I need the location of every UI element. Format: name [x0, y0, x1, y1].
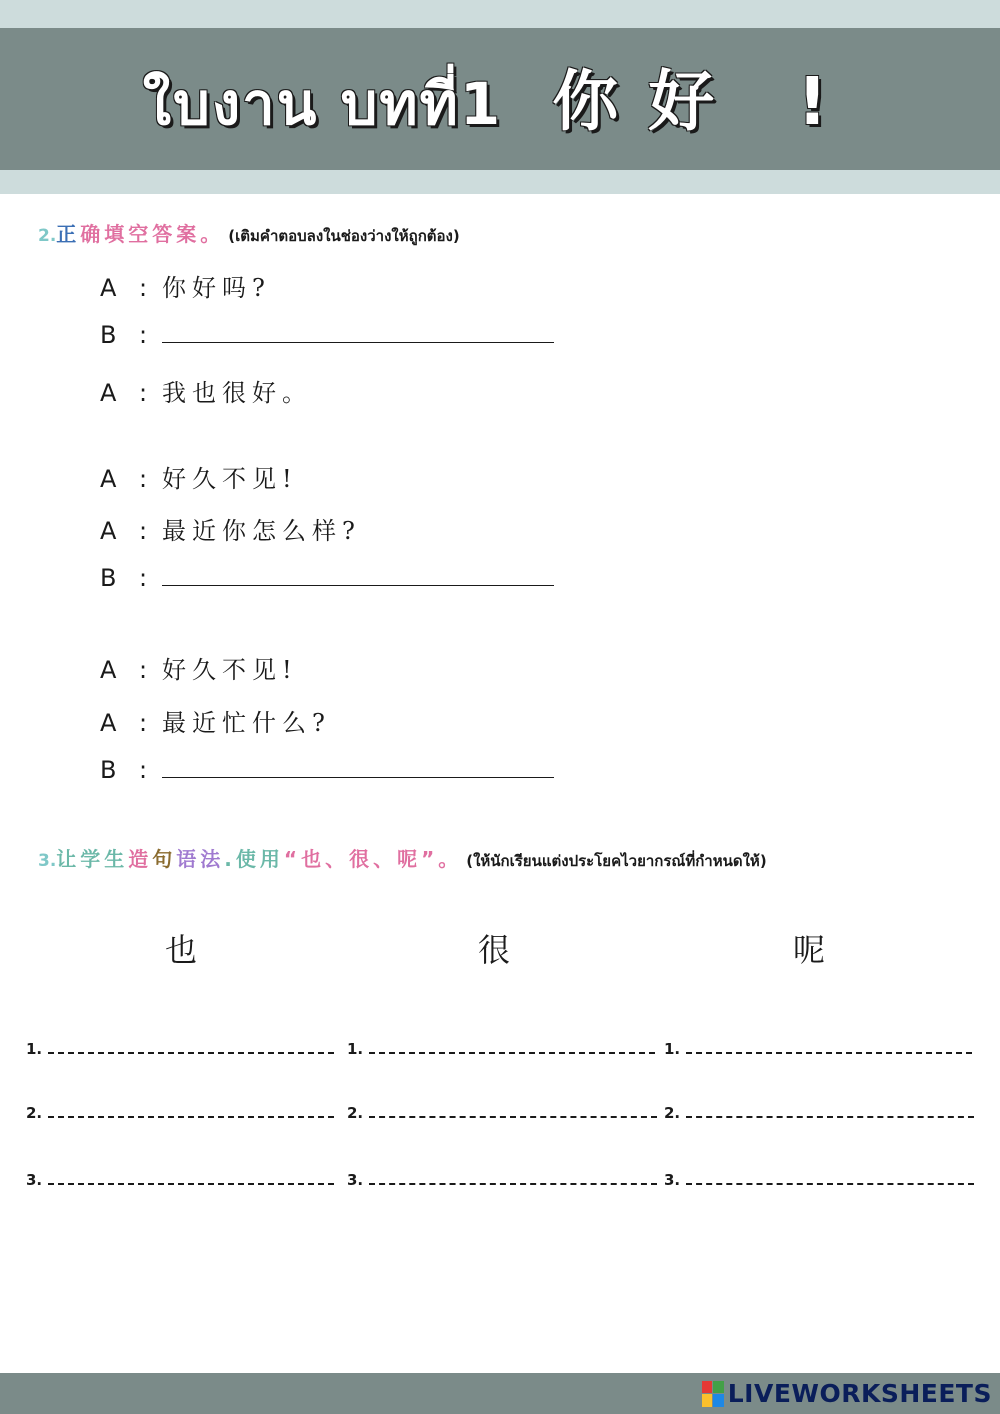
dialogue-line [100, 703, 331, 738]
answer-blank[interactable] [162, 757, 554, 778]
answer-number: 2. [26, 1104, 43, 1122]
answer-row [26, 1104, 334, 1122]
colon: : [138, 709, 148, 737]
heading-char: 、 [325, 847, 346, 871]
answer-line[interactable] [48, 1173, 334, 1185]
answer-row [664, 1171, 974, 1189]
heading-char: 很 [349, 847, 370, 871]
heading-char: 、 [373, 847, 394, 871]
section3-heading [38, 843, 767, 873]
speaker-label: A [100, 379, 117, 407]
speaker-label: A [100, 709, 117, 737]
answer-row [347, 1040, 655, 1058]
section3-number: 3. [38, 851, 57, 871]
dialogue-line [100, 511, 361, 546]
answer-number: 3. [26, 1171, 43, 1189]
heading-char: 使 [235, 847, 256, 871]
brand-text: LIVEWORKSHEETS [727, 1379, 992, 1408]
speaker-label: B [100, 564, 117, 592]
heading-char: 也 [301, 847, 322, 871]
dialogue-line [100, 321, 554, 349]
answer-row [347, 1104, 657, 1122]
dialogue-text: 最近你怎么样? [162, 517, 361, 545]
heading-char: 答 [152, 222, 173, 246]
section3-thai-instruction: (ให้นักเรียนแต่งประโยคไวยากรณ์ที่กำหนดให้) [466, 852, 767, 870]
answer-row [347, 1171, 657, 1189]
answer-number: 3. [664, 1171, 681, 1189]
colon: : [138, 656, 148, 684]
heading-char: 案 [176, 222, 197, 246]
answer-number: 2. [347, 1104, 364, 1122]
colon: : [138, 756, 148, 784]
heading-char: 填 [104, 222, 125, 246]
heading-char: 空 [128, 222, 149, 246]
speaker-label: A [100, 274, 117, 302]
answer-row [26, 1040, 334, 1058]
heading-char: 让 [56, 847, 77, 871]
dialogue-text: 我也很好。 [162, 379, 312, 407]
dialogue-line [100, 756, 554, 784]
section2-heading [38, 218, 460, 248]
heading-char: 学 [80, 847, 101, 871]
answer-number: 3. [347, 1171, 364, 1189]
heading-char: 句 [152, 847, 173, 871]
speaker-label: B [100, 321, 117, 349]
page-title [143, 48, 858, 150]
heading-char: 确 [80, 222, 101, 246]
section2-thai-instruction: (เติมคำตอบลงในช่องว่างให้ถูกต้อง) [228, 227, 460, 245]
footer-band [0, 1373, 1000, 1414]
dialogue-line [100, 564, 554, 592]
section2-title [56, 222, 224, 246]
header-band [0, 28, 1000, 170]
grammar-word-hen: 很 [478, 931, 511, 969]
top-strip [0, 0, 1000, 28]
answer-number: 1. [26, 1040, 43, 1058]
speaker-label: A [100, 465, 117, 493]
heading-char: 生 [104, 847, 125, 871]
under-strip [0, 170, 1000, 194]
dialogue-text: 好久不见! [162, 465, 298, 493]
title-thai: ใบงาน บทที่1 [142, 70, 503, 138]
answer-line[interactable] [686, 1106, 974, 1118]
answer-number: 1. [664, 1040, 681, 1058]
speaker-label: A [100, 517, 117, 545]
dialogue-text: 最近忙什么? [162, 709, 331, 737]
answer-line[interactable] [686, 1173, 974, 1185]
heading-char: 呢 [397, 847, 418, 871]
dialogue-line [100, 268, 271, 303]
colon: : [138, 321, 148, 349]
heading-char: 用 [259, 847, 280, 871]
heading-char: “ [283, 847, 298, 871]
dialogue-line [100, 373, 312, 408]
liveworksheets-logo[interactable] [702, 1379, 992, 1408]
answer-line[interactable] [369, 1106, 657, 1118]
speaker-label: A [100, 656, 117, 684]
answer-line[interactable] [48, 1042, 334, 1054]
heading-char: 。 [200, 222, 221, 246]
colon: : [138, 465, 148, 493]
speaker-label: B [100, 756, 117, 784]
colon: : [138, 517, 148, 545]
dialogue-line [100, 650, 298, 685]
answer-line[interactable] [686, 1042, 972, 1054]
heading-char: 法 [200, 847, 221, 871]
heading-char: ” [421, 847, 435, 871]
dialogue-text: 好久不见! [162, 656, 298, 684]
answer-row [664, 1104, 974, 1122]
answer-row [664, 1040, 972, 1058]
heading-char: 正 [56, 222, 77, 246]
heading-char: 。 [438, 847, 459, 871]
colon: : [138, 274, 148, 302]
answer-line[interactable] [369, 1173, 657, 1185]
answer-line[interactable] [369, 1042, 655, 1054]
section2-number: 2. [38, 226, 57, 246]
answer-row [26, 1171, 334, 1189]
answer-number: 1. [347, 1040, 364, 1058]
grammar-word-ye: 也 [165, 931, 198, 969]
answer-blank[interactable] [162, 565, 554, 586]
dialogue-line [100, 459, 298, 494]
heading-char: 语 [176, 847, 197, 871]
grammar-word-ne: 呢 [793, 931, 826, 969]
section3-title [56, 847, 462, 871]
colon: : [138, 564, 148, 592]
answer-number: 2. [664, 1104, 681, 1122]
title-chinese: 你好 ! [552, 63, 858, 140]
answer-blank[interactable] [162, 322, 554, 343]
answer-line[interactable] [48, 1106, 334, 1118]
heading-char: . [224, 847, 232, 871]
heading-char: 造 [128, 847, 149, 871]
colon: : [138, 379, 148, 407]
dialogue-text: 你好吗? [162, 274, 271, 302]
liveworksheets-icon [702, 1381, 724, 1407]
